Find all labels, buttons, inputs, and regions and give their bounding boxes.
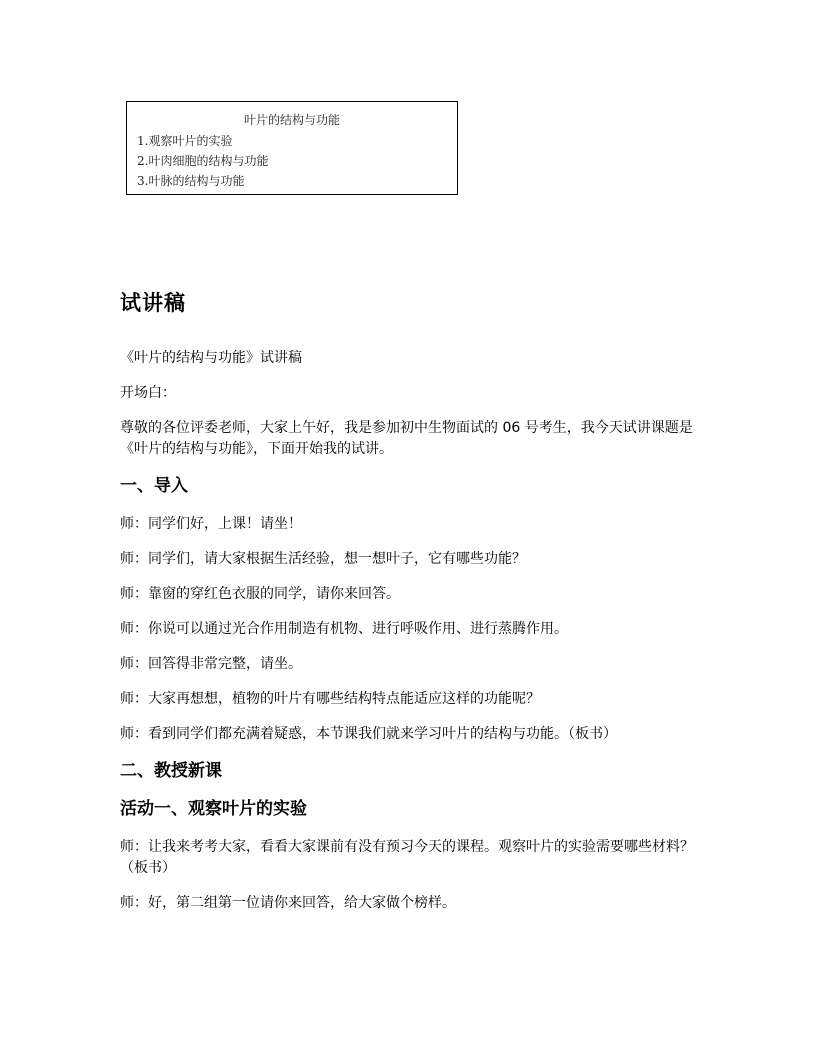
lecture-subtitle: 《叶片的结构与功能》试讲稿: [120, 350, 302, 366]
board-item-2: 2.叶肉细胞的结构与功能: [137, 154, 269, 168]
dialogue-line: 师：同学们好，上课！请坐！: [120, 516, 302, 532]
blackboard-outline-box: [126, 101, 458, 195]
opening-label: 开场白：: [120, 385, 176, 401]
dialogue-line: 师：大家再想想，植物的叶片有哪些结构特点能适应这样的功能呢？: [120, 691, 540, 707]
dialogue-line: 师：同学们，请大家根据生活经验，想一想叶子，它有哪些功能？: [120, 551, 526, 567]
section-heading-new-lesson: 二、教授新课: [120, 761, 222, 781]
dialogue-line: 师：靠窗的穿红色衣服的同学，请你来回答。: [120, 586, 400, 602]
document-title: 试讲稿: [120, 291, 186, 315]
activity-heading-1: 活动一、观察叶片的实验: [120, 799, 307, 819]
section-heading-intro: 一、导入: [120, 476, 188, 496]
board-item-1: 1.观察叶片的实验: [137, 134, 233, 148]
dialogue-line: 师：你说可以通过光合作用制造有机物、进行呼吸作用、进行蒸腾作用。: [120, 621, 568, 637]
dialogue-line: 师：让我来考考大家，看看大家课前有没有预习今天的课程。观察叶片的实验需要哪些材料？（板书）: [120, 839, 694, 876]
board-title: 叶片的结构与功能: [243, 113, 340, 127]
document-body: [120, 288, 710, 928]
dialogue-line: 师：看到同学们都充满着疑惑，本节课我们就来学习叶片的结构与功能。（板书）: [120, 726, 617, 742]
board-item-3: 3.叶脉的结构与功能: [137, 174, 245, 188]
opening-text: 尊敬的各位评委老师，大家上午好，我是参加初中生物面试的 06 号考生，我今天试讲课题是《叶片的结构与功能》，下面开始我的试讲。: [120, 420, 693, 457]
dialogue-line: 师：回答得非常完整，请坐。: [120, 656, 302, 672]
dialogue-line: 师：好，第二组第一位请你来回答，给大家做个榜样。: [120, 895, 456, 911]
